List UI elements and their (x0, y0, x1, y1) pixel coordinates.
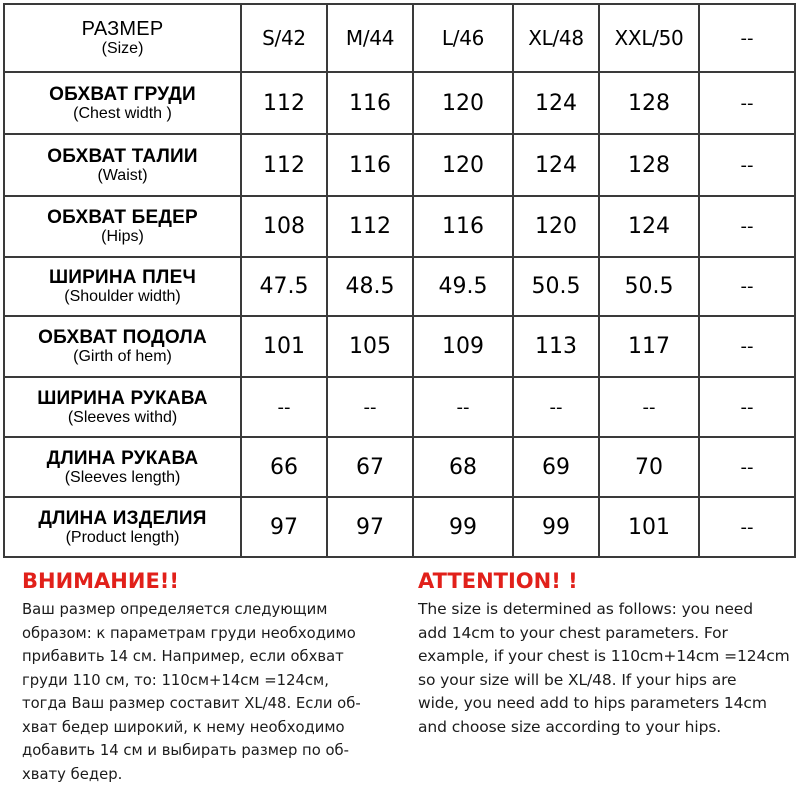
table-cell: 69 (513, 437, 599, 497)
row-label-ru: ОБХВАТ ТАЛИИ (47, 145, 198, 167)
table-cell: 101 (241, 316, 327, 377)
table-cell: 120 (413, 134, 513, 196)
table-cell: 67 (327, 437, 413, 497)
table-cell: 105 (327, 316, 413, 377)
text-line: example, if your chest is 110cm+14cm =124cm (418, 647, 790, 665)
table-cell: 47.5 (241, 257, 327, 316)
text-line: образом: к параметрам груди необходимо (22, 624, 356, 642)
row-label-ru: ОБХВАТ БЕДЕР (47, 207, 198, 228)
text-line: хвату бедер. (22, 765, 123, 783)
size-header: S/42 (241, 4, 327, 72)
row-label-ru: ОБХВАТ ПОДОЛА (38, 327, 207, 348)
row-label-en: (Waist) (97, 166, 148, 184)
table-cell: 70 (599, 437, 699, 497)
size-header: XL/48 (513, 4, 599, 72)
table-cell: 101 (599, 497, 699, 557)
row-label-cell (4, 72, 241, 134)
table-cell: 124 (513, 134, 599, 196)
table-cell: 48.5 (327, 257, 413, 316)
table-cell: -- (699, 134, 795, 196)
table-cell: 97 (327, 497, 413, 557)
table-cell: 50.5 (513, 257, 599, 316)
row-label-cell (4, 134, 241, 196)
text-line: прибавить 14 см. Например, если обхват (22, 648, 344, 665)
row-label-cell (4, 377, 241, 437)
table-cell: 116 (413, 196, 513, 257)
table-cell: -- (699, 437, 795, 497)
table-cell: -- (699, 497, 795, 557)
table-row (4, 377, 795, 437)
table-cell: 66 (241, 437, 327, 497)
table-cell: 112 (241, 72, 327, 134)
table-cell: 120 (413, 72, 513, 134)
table-cell: 128 (599, 134, 699, 196)
table-row (4, 72, 795, 134)
table-cell: -- (699, 72, 795, 134)
text-line: тогда Ваш размер составит XL/48. Если об- (22, 695, 361, 712)
row-label-en: (Hips) (101, 228, 144, 245)
table-header-row (4, 4, 795, 72)
table-cell: 116 (327, 72, 413, 134)
row-label-ru: ДЛИНА ИЗДЕЛИЯ (38, 507, 207, 529)
table-row (4, 497, 795, 557)
row-label-en: (Product length) (65, 528, 180, 546)
row-label-ru: ОБХВАТ ГРУДИ (49, 83, 196, 105)
table-cell: 113 (513, 316, 599, 377)
table-cell: 50.5 (599, 257, 699, 316)
table-cell: -- (699, 377, 795, 437)
table-cell: -- (599, 377, 699, 437)
table-cell: -- (699, 196, 795, 257)
table-cell: 97 (241, 497, 327, 557)
table-cell: 99 (413, 497, 513, 557)
text-line: The size is determined as follows: you need (418, 600, 753, 618)
table-cell: 120 (513, 196, 599, 257)
row-label-en: (Sleeves length) (64, 468, 181, 486)
table-cell: 49.5 (413, 257, 513, 316)
attention-text-en (418, 598, 790, 739)
row-label-en: (Chest width ) (73, 104, 172, 122)
table-cell: 108 (241, 196, 327, 257)
text-line: and choose size according to your hips. (418, 717, 722, 736)
header-label-ru: РАЗМЕР (81, 17, 164, 40)
table-row (4, 437, 795, 497)
table-cell: -- (699, 257, 795, 316)
attention-title-en: ATTENTION! ! (418, 569, 578, 593)
row-label-ru: ДЛИНА РУКАВА (46, 447, 199, 469)
row-label-cell (4, 257, 241, 316)
attention-title-ru: ВНИМАНИЕ!! (22, 569, 179, 593)
table-cell: -- (413, 377, 513, 437)
header-label-en: (Size) (101, 39, 144, 57)
row-label-ru: ШИРИНА ПЛЕЧ (48, 267, 196, 288)
row-label-cell (4, 437, 241, 497)
table-cell: 124 (599, 196, 699, 257)
row-label-en: (Shoulder width) (64, 288, 181, 305)
size-header: L/46 (413, 4, 513, 72)
table-cell: 109 (413, 316, 513, 377)
table-cell: 99 (513, 497, 599, 557)
text-line: груди 110 см, то: 110см+14см =124см, (22, 671, 329, 689)
row-label-en: (Girth of hem) (73, 348, 172, 365)
table-cell: 68 (413, 437, 513, 497)
size-header: M/44 (327, 4, 413, 72)
table-row (4, 134, 795, 196)
table-cell: 128 (599, 72, 699, 134)
table-cell: -- (513, 377, 599, 437)
table-cell: -- (327, 377, 413, 437)
row-label-en: (Sleeves withd) (67, 408, 178, 426)
size-header: XXL/50 (599, 4, 699, 72)
text-line: add 14cm to your chest parameters. For (418, 623, 728, 642)
text-line: хват бедер широкий, к нему необходимо (22, 718, 345, 736)
text-line: wide, you need add to hips parameters 14cm (418, 694, 767, 712)
table-cell: -- (241, 377, 327, 437)
text-line: so your size will be XL/48. If your hips are (418, 670, 737, 689)
table-row (4, 196, 795, 257)
table-cell: 117 (599, 316, 699, 377)
row-label-cell (4, 196, 241, 257)
row-label-cell (4, 316, 241, 377)
text-line: Ваш размер определяется следующим (22, 601, 328, 618)
attention-text-ru (22, 598, 361, 786)
text-line: добавить 14 см и выбирать размер по об- (22, 742, 349, 759)
header-label-cell (4, 4, 241, 72)
table-cell: 124 (513, 72, 599, 134)
table-cell: 112 (241, 134, 327, 196)
row-label-cell (4, 497, 241, 557)
size-table (3, 3, 796, 558)
table-row (4, 257, 795, 316)
size-header: -- (699, 4, 795, 72)
table-cell: -- (699, 316, 795, 377)
table-cell: 112 (327, 196, 413, 257)
row-label-ru: ШИРИНА РУКАВА (37, 387, 208, 409)
table-row (4, 316, 795, 377)
table-cell: 116 (327, 134, 413, 196)
